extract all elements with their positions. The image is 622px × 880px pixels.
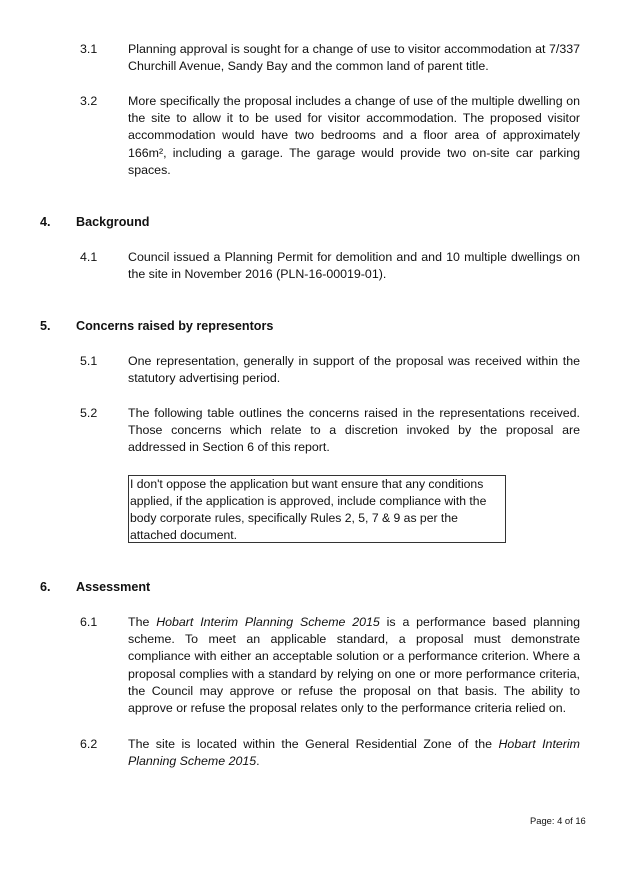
clause-number: 6.2 [80,737,98,751]
clause-text-lead: The site is located within the General Residential Zone of the [128,737,499,751]
clause-number: 6.1 [80,615,98,629]
clause-number: 5.2 [80,406,98,420]
clause-number: 3.2 [80,94,98,108]
clause-number: 5.1 [80,354,98,368]
planning-scheme-title: Hobart Interim Planning Scheme 2015 [128,737,580,769]
clause-text: The following table outlines the concerns raised in the representations received. Those concerns which relate to a discretion invoked by the proposal are addressed in Section 6 of this report. [128,406,580,455]
section-heading: Background [76,215,150,229]
clause-text: One representation, generally in support of the proposal was received within the statutory advertising period. [128,354,580,386]
clause-number: 3.1 [80,42,98,56]
clause-text-rest: . [256,754,260,769]
section-number: 6. [40,580,51,594]
section-number: 4. [40,215,51,229]
clause-text: Council issued a Planning Permit for demolition and and 10 multiple dwellings on the site in November 2016 (PLN-16-00019-01). [128,250,580,282]
clause-number: 4.1 [80,250,98,264]
clause-text: Planning approval is sought for a change of use to visitor accommodation at 7/337 Churchill Avenue, Sandy Bay and the common land of parent title. [128,42,580,74]
clause-text: More specifically the proposal includes a change of use of the multiple dwelling on the site to allow it to be used for visitor accommodation. The proposed visitor accommodation would have two bedrooms and a floor area of approximately 166m², including a garage. The garage would provide two on-site car parking spaces. [128,94,580,177]
clause-text [128,614,580,717]
section-number: 5. [40,319,51,333]
planning-scheme-title: Hobart Interim Planning Scheme 2015 [156,615,380,629]
clause-text-lead: The [128,615,157,629]
clause-text-rest: is a performance based planning scheme. To meet an applicable standard, a proposal must demonstrate compliance with either an acceptable solution or a performance criterion. Where a proposal complies with a standard by relying on one or more performance criteria, the Council may approve or refuse the proposal on that basis. The ability to approve or refuse the proposal relates only to the performance criteria relied on. [128,615,580,716]
representation-table-cell: I don't oppose the application but want ensure that any conditions applied, if the application is approved, include compliance with the body corporate rules, specifically Rules 2, 5, 7 & 9 as per the attached document. [128,475,506,543]
section-heading: Assessment [76,580,151,594]
page-number: Page: 4 of 16 [530,815,586,826]
section-heading: Concerns raised by representors [76,319,274,333]
clause-text [128,736,580,770]
